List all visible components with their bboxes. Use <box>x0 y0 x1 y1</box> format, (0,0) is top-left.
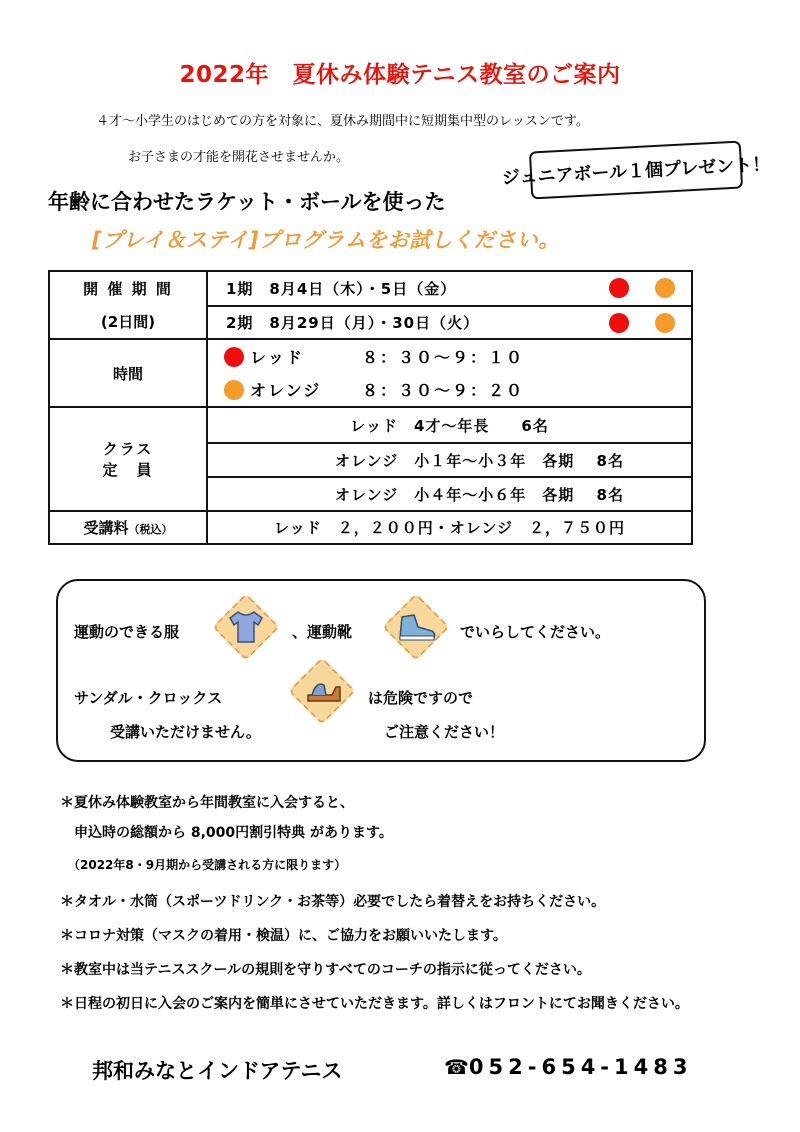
phone-number <box>444 1055 692 1079</box>
time-orange <box>208 373 691 406</box>
period-header: 開 催 期 間 <box>83 280 173 298</box>
class-orange-high: オレンジ 小４年～小６年 各期 8名 <box>208 476 691 510</box>
notice-caution: ご注意ください！ <box>384 723 505 741</box>
period-1-text: 1期 8月4日（木）・5日（金） <box>226 280 457 298</box>
notice-sandals: サンダル・クロックス <box>74 689 223 707</box>
bullet-1-line-2: 申込時の総額から 8,000円割引特典 があります。 <box>74 825 393 841</box>
page-title: 2022年 夏休み体験テニス教室のご案内 <box>179 62 621 88</box>
school-name: 邦和みなとインドアテニス <box>92 1059 343 1083</box>
class-values <box>207 407 692 511</box>
lead-line-1: 年齢に合わせたラケット・ボールを使った <box>48 190 446 214</box>
orange-dot-icon <box>655 278 675 298</box>
notice-shoes: 、運動靴 <box>292 623 353 641</box>
class-header-cell <box>49 407 207 511</box>
class-header-2: 定 員 <box>102 461 154 479</box>
time-values <box>207 339 692 407</box>
bullet-4: ＊教室中は当テニススクールの規則を守りすべてのコーチの指示に従ってください。 <box>60 962 591 978</box>
phone-icon: ☎ <box>444 1055 469 1079</box>
intro-line-2: お子さまの才能を開花させませんか。 <box>128 150 350 165</box>
notice-not-allowed: 受講いただけません。 <box>110 723 261 741</box>
class-red: レッド 4才～年長 6名 <box>350 416 549 435</box>
period-1 <box>208 272 691 305</box>
notice-box <box>56 579 706 762</box>
period-values <box>207 271 692 339</box>
bullet-1-note: （2022年8・9月期から受講される方に限ります） <box>68 858 347 872</box>
time-orange-value: ８：３０～９：２０ <box>362 381 525 400</box>
red-dot-icon <box>609 313 629 333</box>
time-orange-label: オレンジ <box>250 381 322 400</box>
class-row <box>49 407 692 511</box>
period-1-dots <box>609 278 675 298</box>
orange-dot-icon <box>655 313 675 333</box>
class-header-1: クラス <box>102 440 154 458</box>
shoe-icon <box>388 599 444 655</box>
lead-line-2: [プレイ＆ステイ]プログラムをお試しください。 <box>92 228 560 252</box>
fee-header-cell <box>49 511 207 544</box>
orange-dot-icon <box>224 380 244 400</box>
bullet-5: ＊日程の初日に入会のご案内を簡単にさせていただきます。詳しくはフロントにてお聞きください。 <box>60 996 689 1012</box>
time-row <box>49 339 692 407</box>
time-red <box>208 340 691 373</box>
period-header-cell <box>49 271 207 339</box>
period-subheader: (2日間) <box>100 313 156 331</box>
intro-line-1: ４才～小学生のはじめての方を対象に、夏休み期間中に短期集中型のレッスンです。 <box>96 114 589 129</box>
notice-danger: は危険ですので <box>368 689 474 707</box>
tshirt-icon <box>218 599 274 655</box>
red-dot-icon <box>224 347 244 367</box>
red-dot-icon <box>609 278 629 298</box>
period-row <box>49 271 692 339</box>
notice-please: でいらしてください。 <box>460 623 611 641</box>
bullet-2: ＊タオル・水筒（スポーツドリンク・お茶等）必要でしたら着替えをお持ちください。 <box>60 894 606 910</box>
class-orange-low: オレンジ 小１年～小３年 各期 8名 <box>208 442 691 476</box>
fee-value: レッド ２，２００円・オレンジ ２，７５０円 <box>207 511 692 544</box>
period-2 <box>208 305 691 338</box>
time-header: 時間 <box>49 339 207 407</box>
fee-row <box>49 511 692 544</box>
bullet-3: ＊コロナ対策（マスクの着用・検温）に、ご協力をお願いいたします。 <box>60 928 507 944</box>
time-red-label: レッド <box>250 348 304 367</box>
period-2-dots <box>609 313 675 333</box>
fee-header-note: （税込） <box>128 523 173 536</box>
info-table <box>48 270 693 545</box>
notice-clothes: 運動のできる服 <box>74 623 180 641</box>
fee-header: 受講料 <box>83 519 129 537</box>
period-2-text: 2期 8月29日（月）・30日（火） <box>226 314 480 332</box>
sandal-icon <box>294 663 350 719</box>
time-red-value: ８：３０～９：１０ <box>362 348 525 367</box>
phone-digits: 052-654-1483 <box>468 1055 693 1079</box>
present-badge: ジュニアボール１個プレゼント！ <box>529 140 743 199</box>
bullet-1-line-1: ＊夏休み体験教室から年間教室に入会すると、 <box>60 795 354 811</box>
